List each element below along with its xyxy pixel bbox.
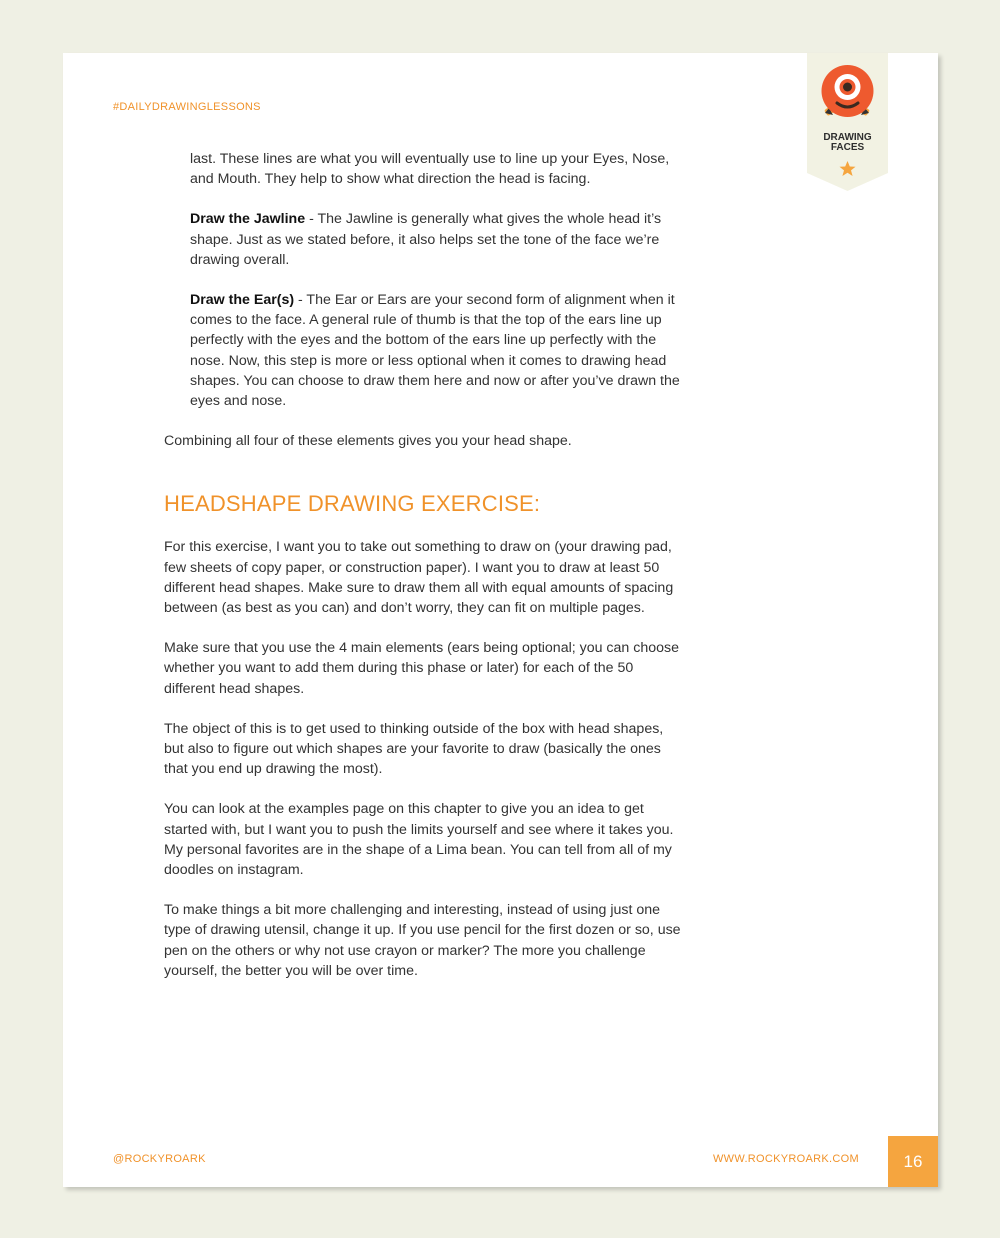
footer-handle: @ROCKYROARK bbox=[113, 1153, 206, 1165]
ears-text: - The Ear or Ears are your second form of alignment when it comes to the face. A general rule of thumb is that the top of the ears line up perfectly with the eyes and the bottom of the ears line up perfectly with the nose. Now, this step is more or less optional when it comes to drawing head shapes. You can choose to draw them here and now or after you’ve drawn the eyes and nose. bbox=[190, 292, 680, 410]
jawline-term: Draw the Jawline bbox=[190, 211, 306, 228]
badge-banner bbox=[807, 53, 888, 191]
badge-title bbox=[807, 133, 888, 153]
header-hashtag: #DAILYDRAWINGLESSONS bbox=[113, 101, 261, 113]
document-page bbox=[63, 53, 938, 1187]
paragraph-guidelines: last. These lines are what you will eventually use to line up your Eyes, Nose, and Mouth. They help to show what direction the head is facing. bbox=[190, 151, 670, 188]
paragraph-elements: Make sure that you use the 4 main elements (ears being optional; you can choose whether you want to add them during this phase or later) for each of the 50 different head shapes. bbox=[164, 640, 679, 697]
badge-title-line1: DRAWING bbox=[823, 132, 872, 143]
main-content bbox=[164, 149, 684, 981]
page-number: 16 bbox=[888, 1136, 938, 1187]
mascot-icon bbox=[822, 65, 874, 117]
ears-term: Draw the Ear(s) bbox=[190, 292, 295, 309]
badge-title-line2: FACES bbox=[830, 142, 865, 153]
paragraph-examples: You can look at the examples page on this chapter to give you an idea to get started with, but I want you to push the limits yourself and see where it takes you. My personal favorites are in the shape of a Lima bean. You can tell from all of my doodles on instagram. bbox=[164, 801, 674, 879]
paragraph-ears bbox=[164, 290, 684, 411]
jawline-text: - The Jawline is generally what gives the whole head it’s shape. Just as we stated before, it also helps set the tone of the face we’re drawing overall. bbox=[190, 211, 662, 268]
paragraph-combining: Combining all four of these elements gives you your head shape. bbox=[164, 433, 572, 450]
paragraph-challenge: To make things a bit more challenging and interesting, instead of using just one type of drawing utensil, change it up. If you use pencil for the first dozen or so, use pen on the others or why not use crayon or marker? The more you challenge yourself, the better you will be over time. bbox=[164, 902, 681, 979]
paragraph-objective: The object of this is to get used to thinking outside of the box with head shapes, but also to figure out which shapes are your favorite to draw (basically the ones that you end up drawing the most). bbox=[164, 720, 664, 778]
section-heading: HEADSHAPE DRAWING EXERCISE: bbox=[164, 491, 541, 517]
paragraph-exercise-intro: For this exercise, I want you to take out something to draw on (your drawing pad, few sheets of copy paper, or construction paper). I want you to draw at least 50 different head shapes. Make sure to draw them all with equal amounts of spacing between (as best as you can) and don’t worry, they can fit on multiple pages. bbox=[164, 539, 674, 617]
paragraph-jawline bbox=[164, 209, 684, 270]
chapter-badge bbox=[807, 53, 888, 191]
footer-website: WWW.ROCKYROARK.COM bbox=[713, 1153, 859, 1165]
